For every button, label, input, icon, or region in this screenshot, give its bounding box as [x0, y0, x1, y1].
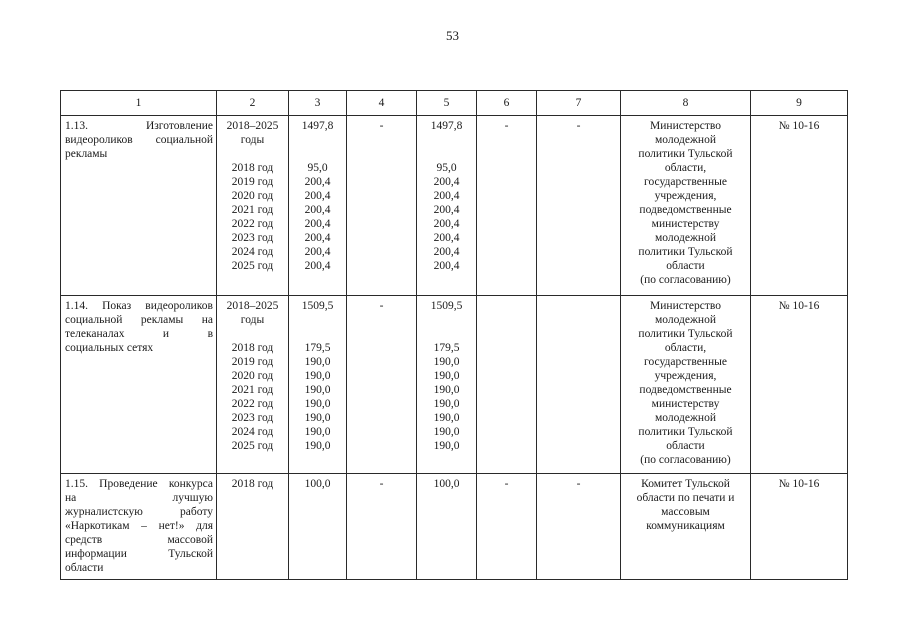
year-label: 2022 год [231, 398, 274, 410]
activity-description-line: социальной рекламы на [65, 314, 213, 326]
activity-description-line: на лучшую [65, 492, 213, 504]
spacer [417, 133, 476, 147]
funding-total-cell [289, 474, 347, 580]
local-funding-cell: - [477, 116, 537, 296]
executor-line: Комитет Тульской [641, 478, 730, 490]
executor-line: Министерство [650, 300, 721, 312]
activity-description-line: 1.15. Проведение конкурса [65, 478, 213, 490]
year-value: 200,4 [304, 260, 331, 272]
year-value: 200,4 [433, 246, 460, 258]
year-value: 200,4 [304, 176, 331, 188]
year-label: 2020 год [231, 370, 274, 382]
executor-line: подведомственные [639, 204, 732, 216]
executor-line: коммуникациям [646, 520, 725, 532]
other-funding-cell: - [537, 116, 621, 296]
year-value: 190,0 [304, 426, 331, 438]
page-number: 53 [446, 28, 459, 43]
activity-description-line: телеканалах и в [65, 328, 213, 340]
activity-description-line: журналистскую работу [65, 506, 213, 518]
activity-description-cell [61, 474, 217, 580]
activity-description-line: информации Тульской [65, 548, 213, 560]
executor-line: молодежной [655, 314, 716, 326]
executor-line: молодежной [655, 412, 716, 424]
year-value: 200,4 [304, 190, 331, 202]
executor-line: политики Тульской [638, 426, 733, 438]
program-table [60, 90, 848, 580]
executor-line: области [666, 440, 705, 452]
executor-cell [621, 474, 751, 580]
activity-description-line: 1.14. Показ видеороликов [65, 300, 213, 312]
executor-line: массовым [661, 506, 710, 518]
executor-line: (по согласованию) [640, 454, 731, 466]
funding-total-cell [289, 116, 347, 296]
year-value: 200,4 [433, 190, 460, 202]
column-header: 9 [751, 91, 848, 116]
regional-total: 100,0 [433, 478, 460, 490]
year-value: 190,0 [304, 356, 331, 368]
period-line: 2018–2025 [226, 300, 279, 312]
column-header: 8 [621, 91, 751, 116]
regional-funding-cell [417, 474, 477, 580]
year-value: 200,4 [433, 204, 460, 216]
year-value: 190,0 [304, 440, 331, 452]
column-header: 3 [289, 91, 347, 116]
funding-total: 1509,5 [301, 300, 334, 312]
year-value: 179,5 [433, 342, 460, 354]
funding-total: 1497,8 [301, 120, 334, 132]
year-label: 2018 год [231, 342, 274, 354]
table-row [61, 474, 848, 580]
executor-line: учреждения, [654, 370, 717, 382]
year-value: 190,0 [433, 356, 460, 368]
year-label: 2021 год [231, 384, 274, 396]
column-header: 1 [61, 91, 217, 116]
year-value: 190,0 [433, 412, 460, 424]
year-value: 179,5 [304, 342, 331, 354]
executor-line: молодежной [655, 232, 716, 244]
year-label: 2020 год [231, 190, 274, 202]
period-line: 2018 год [231, 478, 274, 490]
year-value: 200,4 [304, 246, 331, 258]
year-value: 200,4 [433, 218, 460, 230]
executor-line: государственные [644, 356, 727, 368]
executor-line: области, [664, 162, 707, 174]
executor-line: министерству [651, 218, 720, 230]
year-label: 2024 год [231, 246, 274, 258]
executor-line: области по печати и [636, 492, 735, 504]
local-funding-cell: - [477, 474, 537, 580]
other-funding-cell: - [537, 474, 621, 580]
year-value: 200,4 [304, 232, 331, 244]
year-label: 2019 год [231, 356, 274, 368]
executor-cell [621, 116, 751, 296]
activity-description-line: области [65, 562, 104, 574]
activity-description-line: социальных сетях [65, 342, 154, 354]
year-value: 95,0 [307, 162, 328, 174]
spacer [217, 147, 288, 161]
executor-line: области, [664, 342, 707, 354]
period-cell [217, 474, 289, 580]
regional-funding-cell [417, 116, 477, 296]
spacer [289, 133, 346, 147]
regional-funding-cell [417, 296, 477, 474]
activity-description-line: рекламы [65, 148, 108, 160]
column-header: 5 [417, 91, 477, 116]
executor-line: (по согласованию) [640, 274, 731, 286]
indicator-ref-cell: № 10-16 [751, 116, 848, 296]
spacer [417, 327, 476, 341]
local-funding-cell [477, 296, 537, 474]
federal-funding-cell: - [347, 116, 417, 296]
executor-line: политики Тульской [638, 246, 733, 258]
activity-description-line: средств массовой [65, 534, 213, 546]
year-value: 200,4 [304, 204, 331, 216]
executor-line: государственные [644, 176, 727, 188]
year-label: 2021 год [231, 204, 274, 216]
period-cell [217, 116, 289, 296]
activity-description-cell [61, 116, 217, 296]
executor-line: подведомственные [639, 384, 732, 396]
executor-cell [621, 296, 751, 474]
year-value: 190,0 [304, 398, 331, 410]
funding-total: 100,0 [304, 478, 331, 490]
year-label: 2022 год [231, 218, 274, 230]
year-value: 200,4 [304, 218, 331, 230]
period-line: годы [240, 314, 265, 326]
other-funding-cell [537, 296, 621, 474]
activity-description-line: «Наркотикам – нет!» для [65, 520, 213, 532]
year-value: 190,0 [433, 398, 460, 410]
regional-total: 1509,5 [430, 300, 463, 312]
column-header: 2 [217, 91, 289, 116]
period-line: годы [240, 134, 265, 146]
executor-line: учреждения, [654, 190, 717, 202]
year-label: 2018 год [231, 162, 274, 174]
year-label: 2019 год [231, 176, 274, 188]
year-label: 2024 год [231, 426, 274, 438]
period-cell [217, 296, 289, 474]
executor-line: Министерство [650, 120, 721, 132]
indicator-ref-cell: № 10-16 [751, 296, 848, 474]
year-value: 190,0 [304, 412, 331, 424]
spacer [289, 313, 346, 327]
federal-funding-cell: - [347, 296, 417, 474]
spacer [289, 147, 346, 161]
column-header: 6 [477, 91, 537, 116]
year-value: 190,0 [304, 370, 331, 382]
executor-line: политики Тульской [638, 328, 733, 340]
table-row [61, 296, 848, 474]
year-value: 190,0 [433, 440, 460, 452]
period-line: 2018–2025 [226, 120, 279, 132]
column-header: 7 [537, 91, 621, 116]
year-value: 190,0 [433, 370, 460, 382]
spacer [217, 327, 288, 341]
executor-line: молодежной [655, 134, 716, 146]
regional-total: 1497,8 [430, 120, 463, 132]
year-label: 2025 год [231, 260, 274, 272]
executor-line: министерству [651, 398, 720, 410]
year-value: 200,4 [433, 176, 460, 188]
column-header: 4 [347, 91, 417, 116]
year-label: 2025 год [231, 440, 274, 452]
year-label: 2023 год [231, 232, 274, 244]
year-value: 190,0 [433, 384, 460, 396]
executor-line: политики Тульской [638, 148, 733, 160]
year-value: 200,4 [433, 232, 460, 244]
activity-description-line: видеороликов социальной [65, 134, 213, 146]
year-label: 2023 год [231, 412, 274, 424]
activity-description-cell [61, 296, 217, 474]
spacer [289, 327, 346, 341]
header-row [61, 91, 848, 116]
year-value: 200,4 [433, 260, 460, 272]
indicator-ref-cell: № 10-16 [751, 474, 848, 580]
spacer [417, 147, 476, 161]
funding-total-cell [289, 296, 347, 474]
executor-line: области [666, 260, 705, 272]
spacer [417, 313, 476, 327]
activity-description-line: 1.13. Изготовление [65, 120, 213, 132]
year-value: 95,0 [436, 162, 457, 174]
federal-funding-cell: - [347, 474, 417, 580]
year-value: 190,0 [304, 384, 331, 396]
year-value: 190,0 [433, 426, 460, 438]
table-row [61, 116, 848, 296]
